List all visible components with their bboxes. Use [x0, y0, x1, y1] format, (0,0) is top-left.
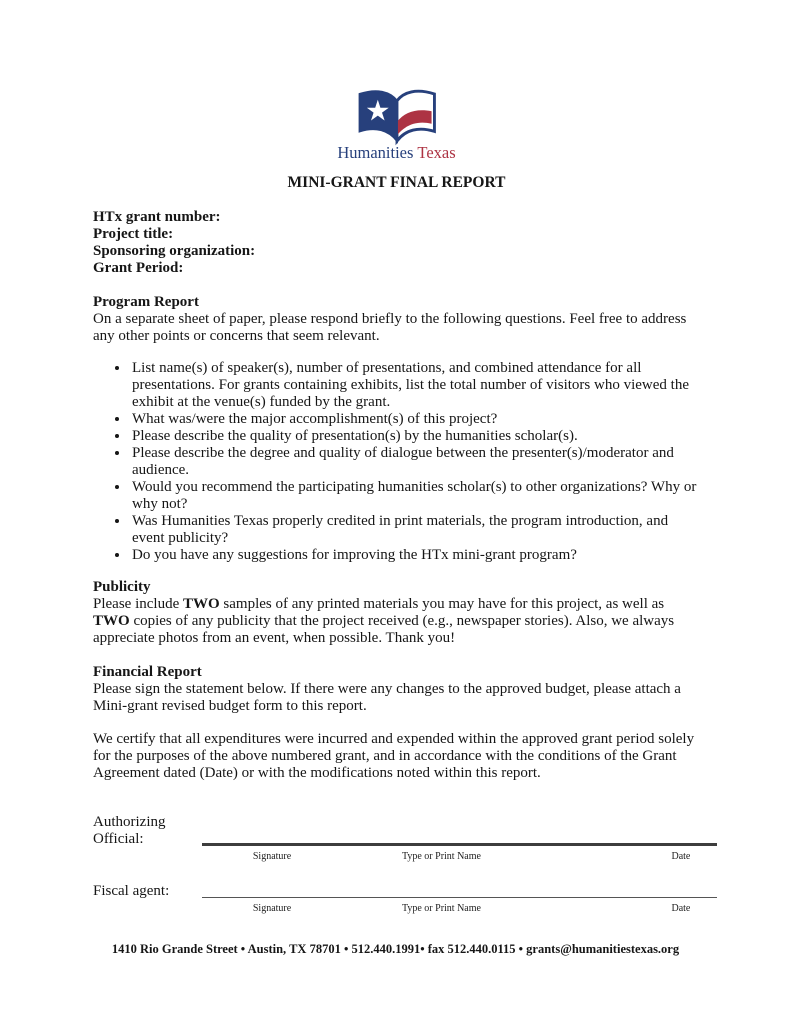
financial-report-body: Please sign the statement below. If there were any changes to the approved budget, please attach a Mini-grant revised budget form to this report.: [93, 681, 681, 714]
org-name-texas: Texas: [417, 143, 456, 162]
financial-report-heading: Financial Report: [93, 664, 202, 680]
publicity-body: [93, 596, 700, 647]
certification-statement: We certify that all expenditures were incurred and expended within the approved grant period solely for the purposes of the above numbered grant, and in accordance with the conditions of the Grant Agreement dated (Date) or with the modifications noted within this report.: [93, 731, 695, 781]
signature-sublabel: Signature: [252, 903, 292, 914]
open-book-texas-flag-icon: [349, 88, 445, 146]
grant-header-fields: [93, 209, 700, 277]
org-name-humanities: Humanities: [337, 143, 414, 162]
list-item: • Please describe the quality of presentation(s) by the humanities scholar(s).: [130, 428, 700, 445]
list-item: • List name(s) of speaker(s), number of presentations, and combined attendance for all presentations. For grants containing exhibits, list the total number of visitors who viewed the exhibit at the venue(s) funded by the grant.: [130, 360, 700, 411]
program-report-section: [93, 294, 700, 564]
authorizing-official-label: Authorizing Official:: [93, 814, 166, 847]
list-item: • Please describe the degree and quality of dialogue between the presenter(s)/moderator and audience.: [130, 445, 700, 479]
publicity-text: samples of any printed materials you may have for this project, as well as: [219, 596, 665, 612]
print-name-sublabel: Type or Print Name: [401, 851, 481, 862]
publicity-text: copies of any publicity that the project received (e.g., newspaper stories). Also, we always appreciate photos from an event, when possible. Thank you!: [93, 613, 675, 646]
field-grant-period: Grant Period:: [93, 260, 184, 276]
publicity-text: Please include: [93, 596, 183, 612]
print-name-sublabel: Type or Print Name: [401, 903, 481, 914]
publicity-two-emphasis: TWO: [182, 596, 220, 612]
authorizing-official-signature-line: [202, 843, 717, 846]
list-item: • Would you recommend the participating humanities scholar(s) to other organizations? Why or why not?: [130, 479, 700, 513]
fiscal-agent-sublabels: [202, 900, 717, 913]
publicity-two-emphasis: TWO: [93, 613, 130, 629]
date-sublabel: Date: [671, 903, 691, 914]
org-name: [93, 144, 700, 162]
authorizing-official-row: [93, 814, 717, 848]
date-sublabel: Date: [671, 851, 691, 862]
document-title: MINI-GRANT FINAL REPORT: [287, 174, 506, 191]
list-item: • Do you have any suggestions for improving the HTx mini-grant program?: [130, 547, 700, 564]
list-item: • Was Humanities Texas properly credited in print materials, the program introduction, and event publicity?: [130, 513, 700, 547]
program-report-intro: On a separate sheet of paper, please respond briefly to the following questions. Feel free to address any other points or concerns that seem relevant.: [93, 311, 687, 344]
list-item: • What was/were the major accomplishment(s) of this project?: [130, 411, 700, 428]
publicity-heading: Publicity: [93, 579, 151, 595]
field-grant-number: HTx grant number:: [93, 209, 221, 225]
authorizing-official-sublabels: [202, 848, 717, 861]
fiscal-agent-signature-line: [202, 897, 717, 898]
program-report-questions: [93, 360, 700, 564]
publicity-section: [93, 579, 700, 647]
footer-contact-line: 1410 Rio Grande Street • Austin, TX 78701 • 512.440.1991• fax 512.440.0115 • grants@humanitiestexas.org: [111, 942, 680, 956]
org-logo: [93, 88, 700, 162]
financial-report-section: [93, 664, 700, 715]
field-sponsoring-organization: Sponsoring organization:: [93, 243, 256, 259]
signature-section: [93, 814, 717, 913]
field-project-title: Project title:: [93, 226, 174, 242]
signature-sublabel: Signature: [252, 851, 292, 862]
program-report-heading: Program Report: [93, 294, 199, 310]
fiscal-agent-row: [93, 883, 717, 900]
fiscal-agent-label: Fiscal agent:: [93, 883, 170, 899]
